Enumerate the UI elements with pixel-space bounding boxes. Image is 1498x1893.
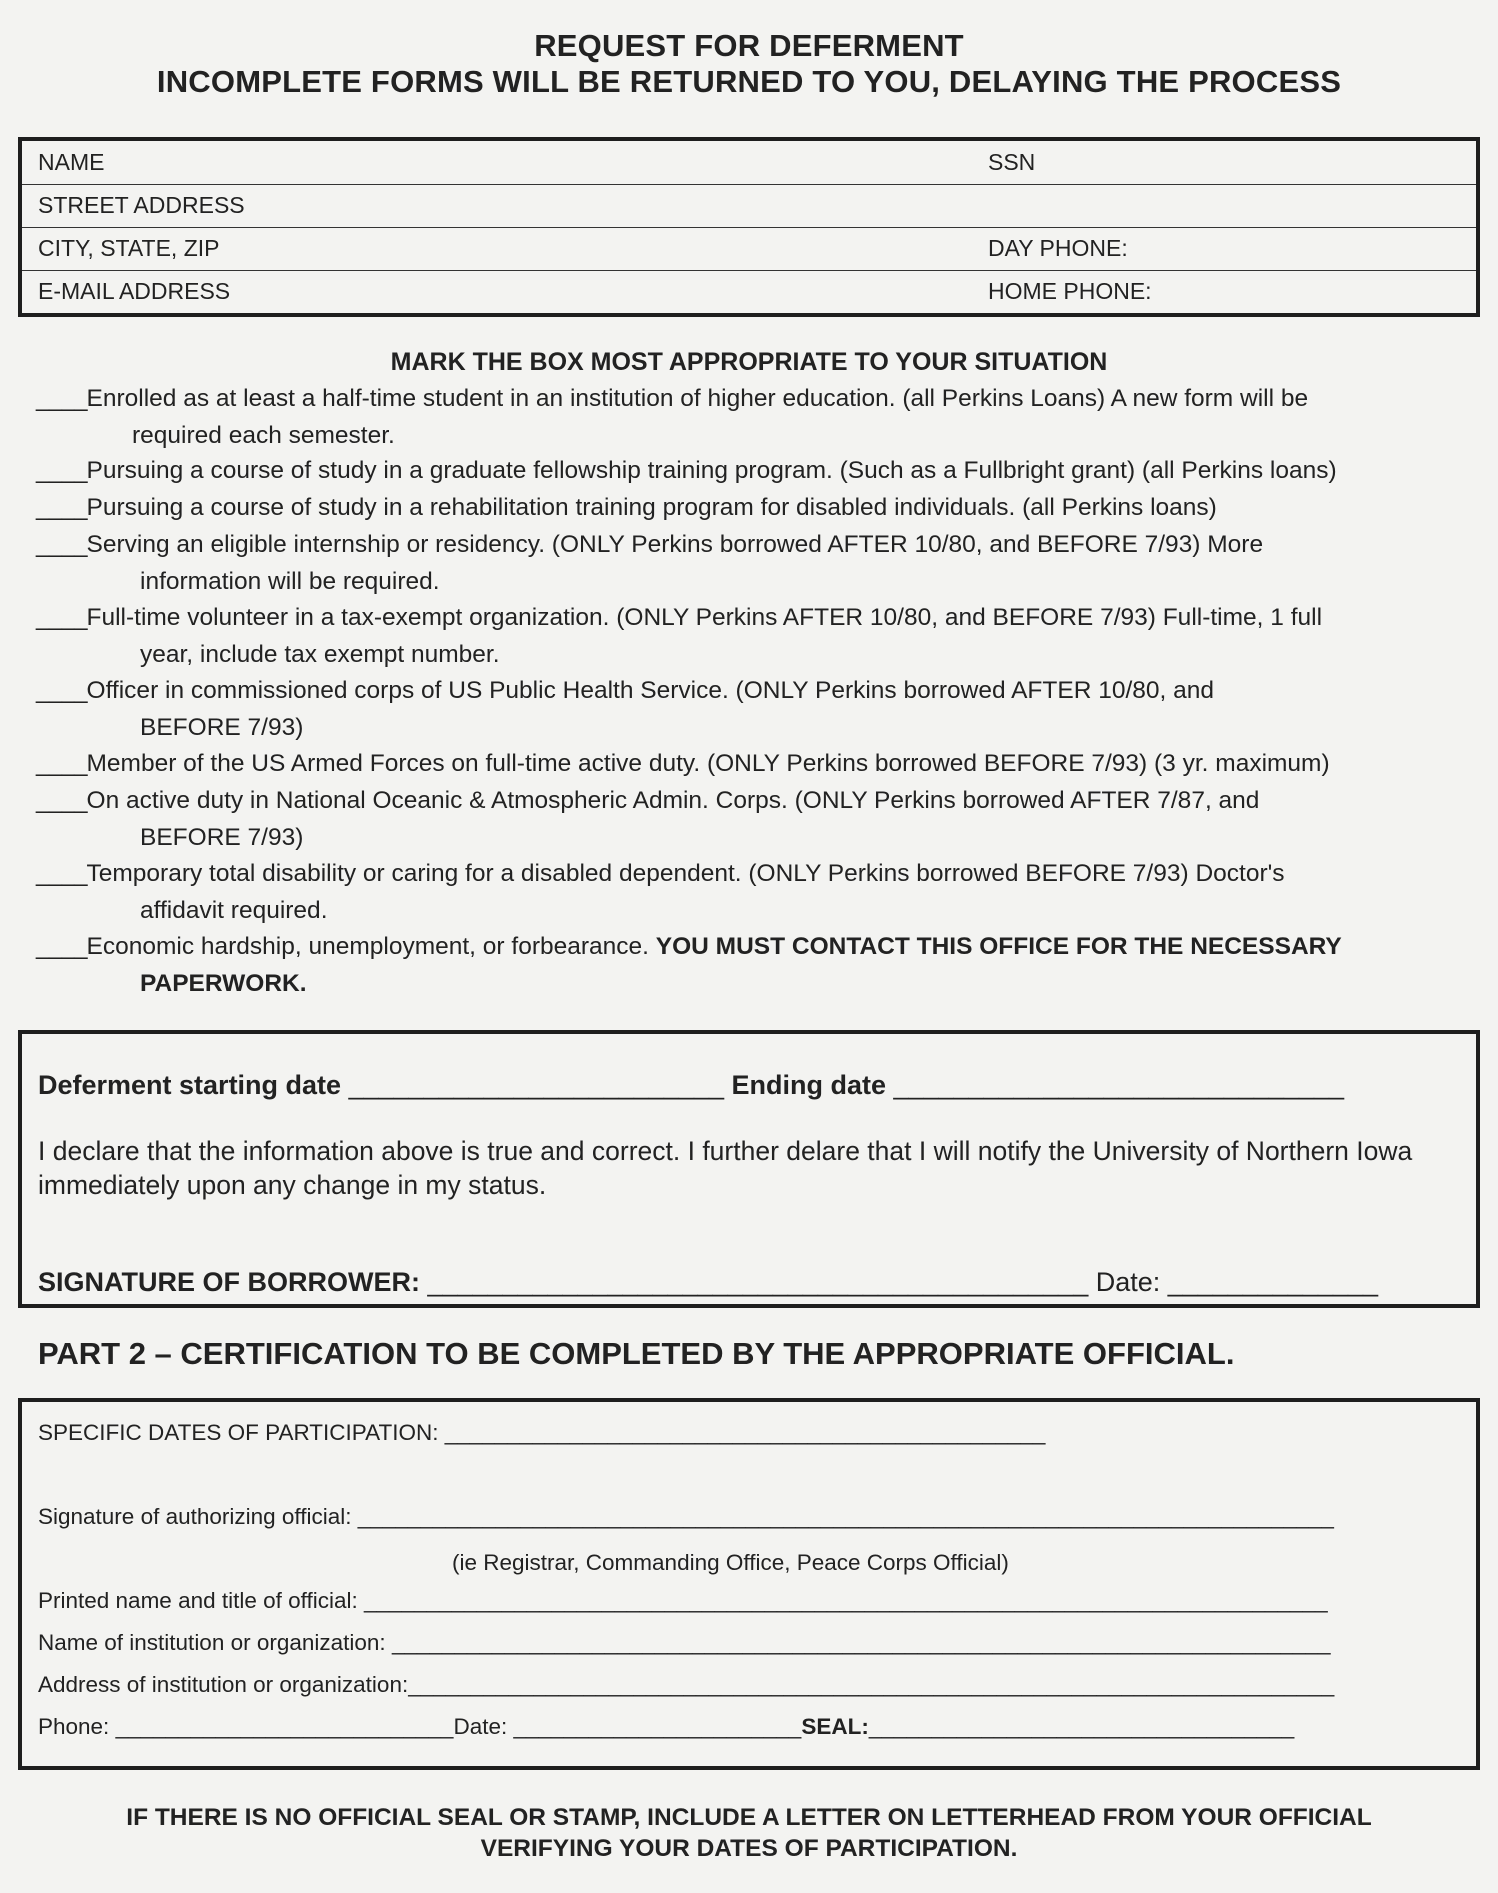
borrower-signature-row: [38, 1267, 1378, 1298]
option-text-cont: BEFORE 7/93): [140, 714, 304, 741]
option-text: Pursuing a course of study in a graduate fellowship training program. (Such as a Fullbright grant) (all Perkins loans): [86, 457, 1337, 484]
cert-date-label: Date:: [453, 1714, 508, 1739]
option-text: Serving an eligible internship or residency. (ONLY Perkins borrowed AFTER 10/80, and BEFORE 7/93) More: [86, 531, 1264, 558]
printed-name-row: [38, 1588, 1328, 1614]
info-row-street: [22, 184, 1476, 228]
city-state-zip-field[interactable]: CITY, STATE, ZIP: [38, 235, 220, 261]
street-address-field[interactable]: STREET ADDRESS: [38, 192, 245, 218]
participation-dates-row: [38, 1420, 1045, 1446]
option-checkbox-blank[interactable]: ____: [36, 604, 87, 631]
situation-heading: MARK THE BOX MOST APPROPRIATE TO YOUR SITUATION: [390, 348, 1108, 376]
name-field[interactable]: NAME: [38, 149, 105, 175]
option-checkbox-blank[interactable]: ____: [36, 787, 87, 814]
option-half-time-student[interactable]: [36, 380, 1466, 454]
option-rehabilitation-training[interactable]: [36, 489, 1466, 526]
option-checkbox-blank[interactable]: ____: [36, 933, 87, 960]
official-signature-input[interactable]: ______________________________________________________________________________: [357, 1504, 1334, 1529]
official-signature-label: Signature of authorizing official:: [38, 1504, 352, 1529]
info-row-email: [22, 270, 1476, 313]
phone-input[interactable]: ___________________________: [115, 1714, 454, 1739]
option-checkbox-blank[interactable]: ____: [36, 677, 87, 704]
option-text: Full-time volunteer in a tax-exempt organization. (ONLY Perkins AFTER 10/80, and BEFORE 7/93) Full-time, 1 full: [86, 604, 1323, 631]
email-field[interactable]: E-MAIL ADDRESS: [38, 278, 231, 304]
option-armed-forces[interactable]: [36, 745, 1466, 782]
form-warning: INCOMPLETE FORMS WILL BE RETURNED TO YOU, DELAYING THE PROCESS: [156, 64, 1342, 99]
day-phone-field[interactable]: DAY PHONE:: [988, 235, 1128, 261]
option-text-cont: BEFORE 7/93): [140, 824, 304, 851]
phone-date-seal-row: [38, 1714, 1294, 1740]
option-text: Officer in commissioned corps of US Public Health Service. (ONLY Perkins borrowed AFTER 10/80, and: [86, 677, 1214, 704]
option-text: Enrolled as at least a half-time student in an institution of higher education. (all Perkins Loans) A new form will be: [86, 385, 1309, 412]
option-text-bold: YOU MUST CONTACT THIS OFFICE FOR THE NECESSARY: [655, 933, 1342, 960]
option-checkbox-blank[interactable]: ____: [36, 860, 87, 887]
signature-input[interactable]: ____________________________________________: [427, 1267, 1089, 1297]
form-title: REQUEST FOR DEFERMENT: [534, 28, 964, 63]
seal-label: SEAL:: [801, 1714, 869, 1739]
footer-line-1: IF THERE IS NO OFFICIAL SEAL OR STAMP, INCLUDE A LETTER ON LETTERHEAD FROM YOUR OFFICIAL: [126, 1804, 1372, 1831]
institution-address-label: Address of institution or organization:: [38, 1672, 409, 1697]
institution-name-label: Name of institution or organization:: [38, 1630, 386, 1655]
ssn-field[interactable]: SSN: [988, 149, 1036, 175]
option-text-cont: required each semester.: [132, 422, 395, 449]
signature-label: SIGNATURE OF BORROWER:: [38, 1267, 420, 1297]
footer-line-2: VERIFYING YOUR DATES OF PARTICIPATION.: [480, 1835, 1018, 1862]
option-text: Economic hardship, unemployment, or forbearance.: [86, 933, 656, 960]
institution-address-input[interactable]: __________________________________________________________________________: [408, 1672, 1335, 1697]
certification-box: [18, 1398, 1480, 1770]
option-text: On active duty in National Oceanic & Atmospheric Admin. Corps. (ONLY Perkins borrowed AFTER 7/87, and: [86, 787, 1260, 814]
printed-name-input[interactable]: _____________________________________________________________________________: [364, 1588, 1328, 1613]
date-label: Date:: [1095, 1267, 1161, 1297]
participation-dates-input[interactable]: ________________________________________________: [444, 1420, 1046, 1445]
option-internship-residency[interactable]: [36, 526, 1466, 600]
printed-name-label: Printed name and title of official:: [38, 1588, 358, 1613]
declaration-text: I declare that the information above is true and correct. I further delare that I will notify the University of Northern Iowa immediately upon any change in my status.: [38, 1136, 1413, 1200]
option-text-cont: information will be required.: [140, 568, 440, 595]
cert-date-input[interactable]: _______________________: [513, 1714, 802, 1739]
footer-note: [0, 1802, 1498, 1864]
participation-dates-label: SPECIFIC DATES OF PARTICIPATION:: [38, 1420, 439, 1445]
declaration-box: [18, 1030, 1480, 1308]
end-date-input[interactable]: ______________________________: [893, 1070, 1345, 1100]
option-text-cont: affidavit required.: [140, 897, 328, 924]
option-checkbox-blank[interactable]: ____: [36, 494, 87, 521]
end-date-label: Ending date: [731, 1070, 887, 1100]
date-input[interactable]: ______________: [1167, 1267, 1379, 1297]
start-date-input[interactable]: _________________________: [348, 1070, 724, 1100]
home-phone-field[interactable]: HOME PHONE:: [988, 278, 1152, 304]
option-checkbox-blank[interactable]: ____: [36, 385, 87, 412]
institution-name-input[interactable]: ___________________________________________________________________________: [391, 1630, 1331, 1655]
option-checkbox-blank[interactable]: ____: [36, 457, 87, 484]
option-text: Pursuing a course of study in a rehabilitation training program for disabled individuals. (all Perkins loans): [86, 494, 1217, 521]
info-row-name: [22, 141, 1476, 185]
institution-address-row: [38, 1672, 1334, 1698]
seal-input[interactable]: __________________________________: [868, 1714, 1295, 1739]
part2-heading: PART 2 – CERTIFICATION TO BE COMPLETED BY THE APPROPRIATE OFFICIAL.: [38, 1336, 1235, 1371]
option-text: Temporary total disability or caring for a disabled dependent. (ONLY Perkins borrowed BEFORE 7/93) Doctor's: [86, 860, 1285, 887]
option-graduate-fellowship[interactable]: [36, 452, 1466, 489]
option-noaa-corps[interactable]: [36, 782, 1466, 856]
official-examples-note: (ie Registrar, Commanding Office, Peace Corps Official): [452, 1550, 1009, 1575]
option-full-time-volunteer[interactable]: [36, 599, 1466, 673]
option-economic-hardship[interactable]: [36, 928, 1466, 1002]
option-checkbox-blank[interactable]: ____: [36, 750, 87, 777]
info-row-city: [22, 227, 1476, 271]
option-temporary-disability[interactable]: [36, 855, 1466, 929]
option-text: Member of the US Armed Forces on full-time active duty. (ONLY Perkins borrowed BEFORE 7/93) (3 yr. maximum): [86, 750, 1330, 777]
official-signature-row: [38, 1504, 1334, 1530]
deferment-dates-row: [38, 1070, 1344, 1101]
option-checkbox-blank[interactable]: ____: [36, 531, 87, 558]
start-date-label: Deferment starting date: [38, 1070, 342, 1100]
borrower-info-box: [18, 137, 1480, 317]
option-text-cont: year, include tax exempt number.: [140, 641, 500, 668]
institution-name-row: [38, 1630, 1330, 1656]
option-public-health-officer[interactable]: [36, 672, 1466, 746]
option-text-cont: PAPERWORK.: [140, 970, 307, 997]
phone-label: Phone:: [38, 1714, 110, 1739]
